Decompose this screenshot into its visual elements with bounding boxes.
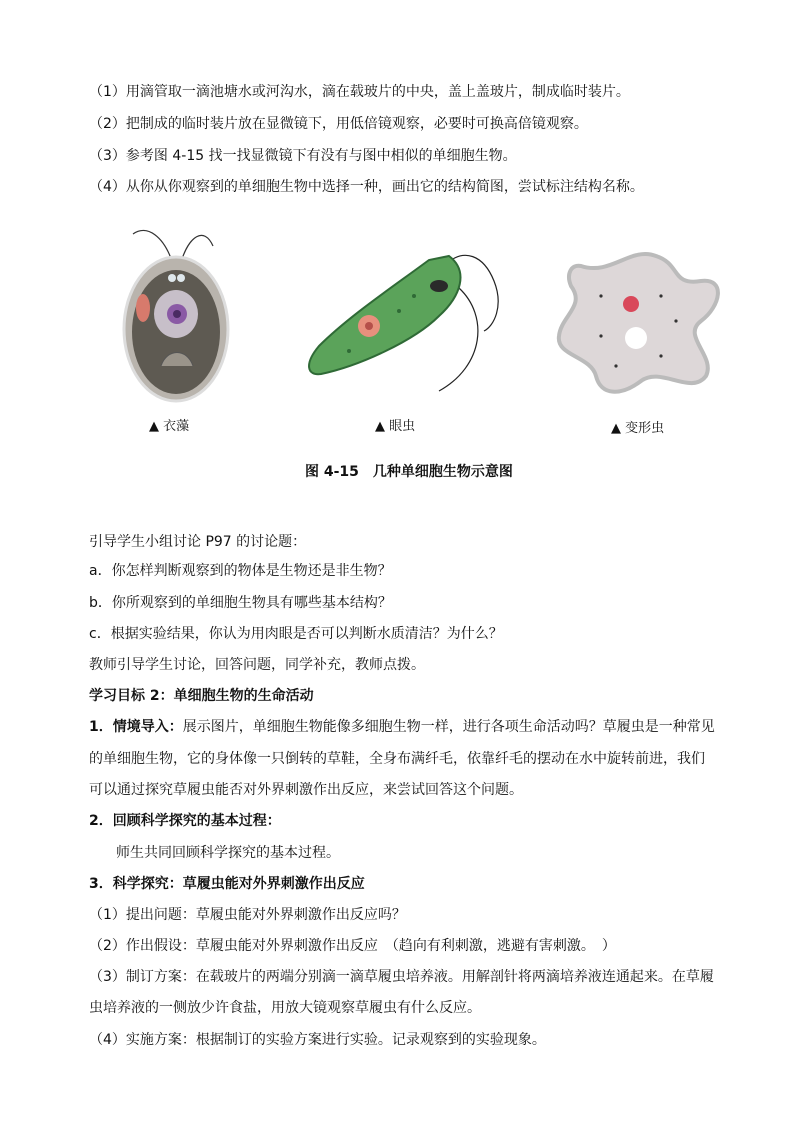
amoeba-illustration	[541, 226, 741, 426]
caption-amoeba: ▲ 变形虫	[611, 421, 665, 436]
euglena-illustration	[299, 216, 529, 416]
item2-label: 2．回顾科学探究的基本过程：	[89, 813, 281, 829]
item1-line-3: 可以通过探究草履虫能否对外界刺激作出反应，来尝试回答这个问题。	[89, 782, 523, 798]
inquiry-step-2: （2）作出假设：草履虫能对外界刺激作出反应 （趋向有利刺激，逃避有害刺激。 ）	[89, 938, 616, 954]
item1-text: 展示图片，单细胞生物能像多细胞生物一样，进行各项生命活动吗？草履虫是一种常见	[182, 719, 715, 735]
step-1: （1）用滴管取一滴池塘水或河沟水，滴在载玻片的中央，盖上盖玻片，制成临时装片。	[89, 84, 630, 100]
goal2-heading: 学习目标 2：单细胞生物的生命活动	[89, 688, 314, 704]
item1-line-2: 的单细胞生物，它的身体像一只倒转的草鞋，全身布满纤毛，依靠纤毛的摆动在水中旋转前进，我们	[89, 751, 705, 767]
figure-4-15	[89, 206, 730, 490]
item2-text: 师生共同回顾科学探究的基本过程。	[116, 845, 340, 861]
step-3: （3）参考图 4-15 找一找显微镜下有没有与图中相似的单细胞生物。	[89, 148, 517, 164]
inquiry-step-3-cont: 虫培养液的一侧放少许食盐，用放大镜观察草履虫有什么反应。	[89, 1000, 481, 1016]
item3-label: 3．科学探究：草履虫能对外界刺激作出反应	[89, 876, 365, 892]
chlamydomonas-illustration	[89, 206, 289, 426]
discussion-question-a: a．你怎样判断观察到的物体是生物还是非生物？	[89, 563, 392, 579]
teacher-note: 教师引导学生讨论，回答问题，同学补充，教师点拨。	[89, 657, 425, 673]
caption-chlamydomonas: ▲ 衣藻	[149, 419, 190, 434]
item1-label: 1．情境导入：	[89, 719, 183, 735]
discussion-intro: 引导学生小组讨论 P97 的讨论题：	[89, 534, 307, 550]
figure-number: 图 4-15	[305, 464, 359, 480]
step-4: （4）从你从你观察到的单细胞生物中选择一种，画出它的结构简图，尝试标注结构名称。	[89, 179, 644, 195]
caption-euglena: ▲ 眼虫	[375, 419, 416, 434]
discussion-question-c: c．根据实验结果，你认为用肉眼是否可以判断水质清洁？为什么？	[89, 626, 503, 642]
inquiry-step-4: （4）实施方案：根据制订的实验方案进行实验。记录观察到的实验现象。	[89, 1032, 546, 1048]
figure-title: 几种单细胞生物示意图	[372, 464, 513, 480]
figure-caption	[305, 461, 513, 481]
inquiry-step-1: （1）提出问题：草履虫能对外界刺激作出反应吗？	[89, 907, 406, 923]
inquiry-step-3: （3）制订方案：在载玻片的两端分别滴一滴草履虫培养液。用解剖针将两滴培养液连通起来。在草履	[89, 969, 714, 985]
discussion-question-b: b．你所观察到的单细胞生物具有哪些基本结构？	[89, 595, 392, 611]
step-2: （2）把制成的临时装片放在显微镜下，用低倍镜观察，必要时可换高倍镜观察。	[89, 116, 588, 132]
item1-line-1	[89, 717, 715, 737]
